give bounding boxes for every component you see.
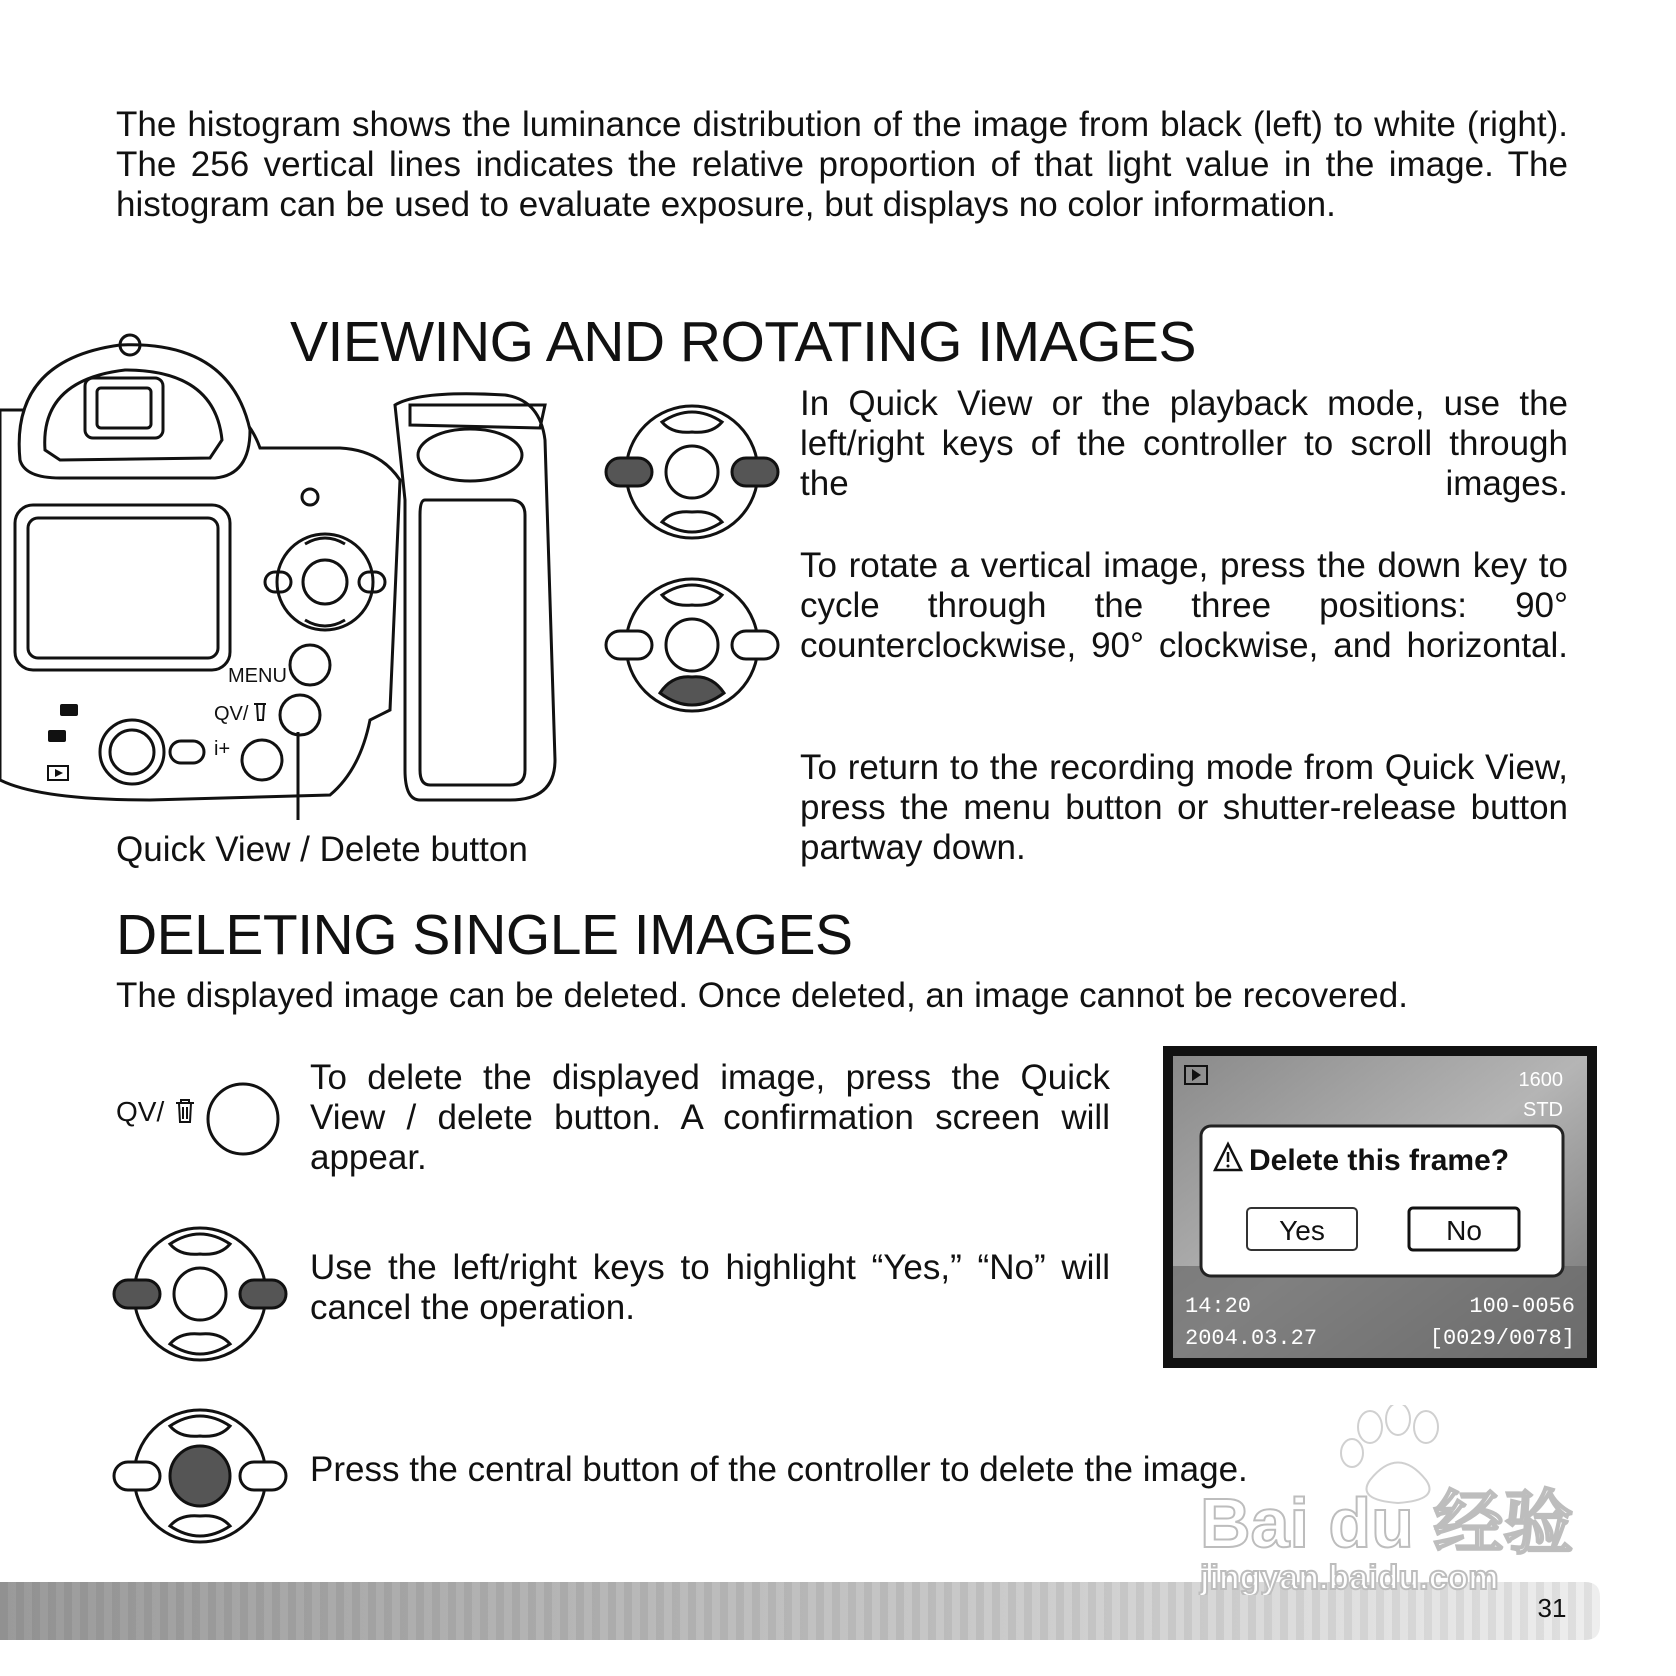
intro-paragraph: The histogram shows the luminance distribution of the image from black (left) to white (right). The 256 vertical lines indicates the relative proportion of that light value in the image. The histogram can be used to evaluate exposure, but displays no color information. — [116, 105, 1568, 224]
quality-value: STD — [1523, 1099, 1563, 1121]
time-value: 14:20 — [1185, 1294, 1252, 1319]
qv-label: QV/ — [214, 703, 249, 725]
folder-frame-value: 100-0056 — [1469, 1294, 1575, 1319]
baidu-watermark-logo — [1190, 1405, 1590, 1595]
delete-step-3: Press the central button of the controller to delete the image. — [310, 1450, 1248, 1489]
delete-step-2: Use the left/right keys to highlight “Yes,” “No” will cancel the operation. — [310, 1248, 1110, 1327]
camera-back-illustration — [0, 300, 580, 820]
deleting-subtitle: The displayed image can be deleted. Once deleted, an image cannot be recovered. — [116, 976, 1408, 1015]
info-label: i+ — [214, 738, 231, 760]
qv-delete-button-diagram — [116, 1080, 286, 1160]
watermark-url: jingyan.baidu.com — [1200, 1559, 1499, 1595]
delete-step-1: To delete the displayed image, press the Quick View / delete button. A confirmation screen will appear. — [310, 1058, 1110, 1177]
qv-button-label: QV/ — [116, 1096, 165, 1127]
viewing-paragraph-1: In Quick View or the playback mode, use the left/right keys of the controller to scroll through the images. — [800, 384, 1568, 503]
deleting-heading: DELETING SINGLE IMAGES — [116, 903, 853, 967]
page-number: 31 — [1537, 1593, 1567, 1623]
lcd-confirmation-screen — [1163, 1046, 1597, 1368]
dialog-title: Delete this frame? — [1249, 1144, 1510, 1177]
viewing-paragraph-2: To rotate a vertical image, press the down key to cycle through the three positions: 90° counterclockwise, 90° clockwise, and horizontal. — [800, 546, 1568, 665]
date-value: 2004.03.27 — [1185, 1326, 1318, 1351]
controller-left-right-delete-diagram — [112, 1224, 290, 1364]
menu-label: MENU — [228, 665, 287, 687]
viewing-paragraph-3: To return to the recording mode from Quick View, press the menu button or shutter-release button partway down. — [800, 748, 1568, 867]
viewing-heading: VIEWING AND ROTATING IMAGES — [290, 310, 1196, 374]
frame-count-value: [0029/0078] — [1429, 1326, 1575, 1351]
yes-label: Yes — [1279, 1215, 1325, 1246]
controller-center-diagram — [112, 1406, 290, 1546]
controller-down-diagram — [604, 575, 782, 715]
watermark-brand: Bai du 经验 — [1200, 1484, 1574, 1562]
no-label: No — [1446, 1215, 1482, 1246]
iso-value: 1600 — [1518, 1069, 1563, 1091]
controller-left-right-diagram — [604, 402, 782, 542]
quick-view-caption: Quick View / Delete button — [116, 830, 528, 869]
trash-icon — [174, 1098, 196, 1124]
